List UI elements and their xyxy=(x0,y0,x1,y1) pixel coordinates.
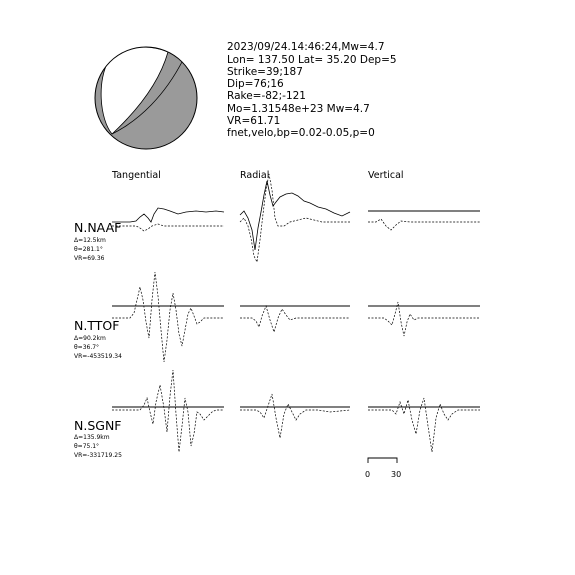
station-name: N.NAAF xyxy=(74,220,122,235)
time-scale-bar xyxy=(365,458,401,479)
waveform-sgnf-tangential xyxy=(112,370,224,452)
column-radial: Radial xyxy=(240,170,270,181)
beachball xyxy=(95,47,197,149)
waveform-naaf-tangential xyxy=(112,208,224,231)
synthetic-trace xyxy=(112,370,224,452)
synthetic-trace xyxy=(240,394,350,438)
observed-trace xyxy=(240,181,350,250)
synthetic-trace xyxy=(240,306,350,332)
scale-bracket xyxy=(368,458,397,463)
column-vertical: Vertical xyxy=(368,170,404,181)
synthetic-trace xyxy=(240,174,350,262)
scale-start-label: 0 xyxy=(365,470,371,479)
waveform-ttof-tangential xyxy=(112,272,224,362)
synthetic-trace xyxy=(368,302,480,336)
synthetic-trace xyxy=(368,398,480,452)
station-azimuth: θ=36.7° xyxy=(74,344,100,351)
column-tangential: Tangential xyxy=(112,170,161,181)
waveform-sgnf-radial xyxy=(240,394,350,438)
station-azimuth: θ=75.1° xyxy=(74,443,100,450)
waveform-sgnf-vertical xyxy=(368,398,480,452)
station-distance: Δ=12.5km xyxy=(74,237,106,244)
event-vr: VR=61.71 xyxy=(227,115,281,127)
station-vr: VR=-453519.34 xyxy=(74,353,122,360)
synthetic-trace xyxy=(368,219,480,230)
station-label-naaf xyxy=(74,220,121,262)
station-vr: VR=-331719.25 xyxy=(74,452,122,459)
station-azimuth: θ=281.1° xyxy=(74,246,103,253)
station-label-sgnf xyxy=(74,418,122,459)
station-distance: Δ=90.2km xyxy=(74,335,106,342)
waveform-naaf-vertical xyxy=(368,211,480,230)
observed-trace xyxy=(112,208,224,222)
event-origin: 2023/09/24.14:46:24,Mw=4.7 xyxy=(227,41,385,53)
waveform-ttof-radial xyxy=(240,306,350,332)
event-processing: fnet,velo,bp=0.02-0.05,p=0 xyxy=(227,127,375,139)
event-rake: Rake=-82;-121 xyxy=(227,90,306,102)
event-location: Lon= 137.50 Lat= 35.20 Dep=5 xyxy=(227,54,397,66)
event-dip: Dip=76;16 xyxy=(227,78,284,90)
waveform-naaf-radial xyxy=(240,174,350,262)
station-vr: VR=69.36 xyxy=(74,255,105,262)
station-name: N.SGNF xyxy=(74,418,122,433)
event-info xyxy=(227,41,397,139)
event-strike: Strike=39;187 xyxy=(227,66,303,78)
synthetic-trace xyxy=(112,272,224,362)
station-distance: Δ=135.9km xyxy=(74,434,110,441)
station-label-ttof xyxy=(74,318,122,360)
synthetic-trace xyxy=(112,224,224,231)
event-moment: Mo=1.31548e+23 Mw=4.7 xyxy=(227,103,370,115)
station-name: N.TTOF xyxy=(74,318,120,333)
waveform-ttof-vertical xyxy=(368,302,480,336)
scale-end-label: 30 xyxy=(391,470,402,479)
